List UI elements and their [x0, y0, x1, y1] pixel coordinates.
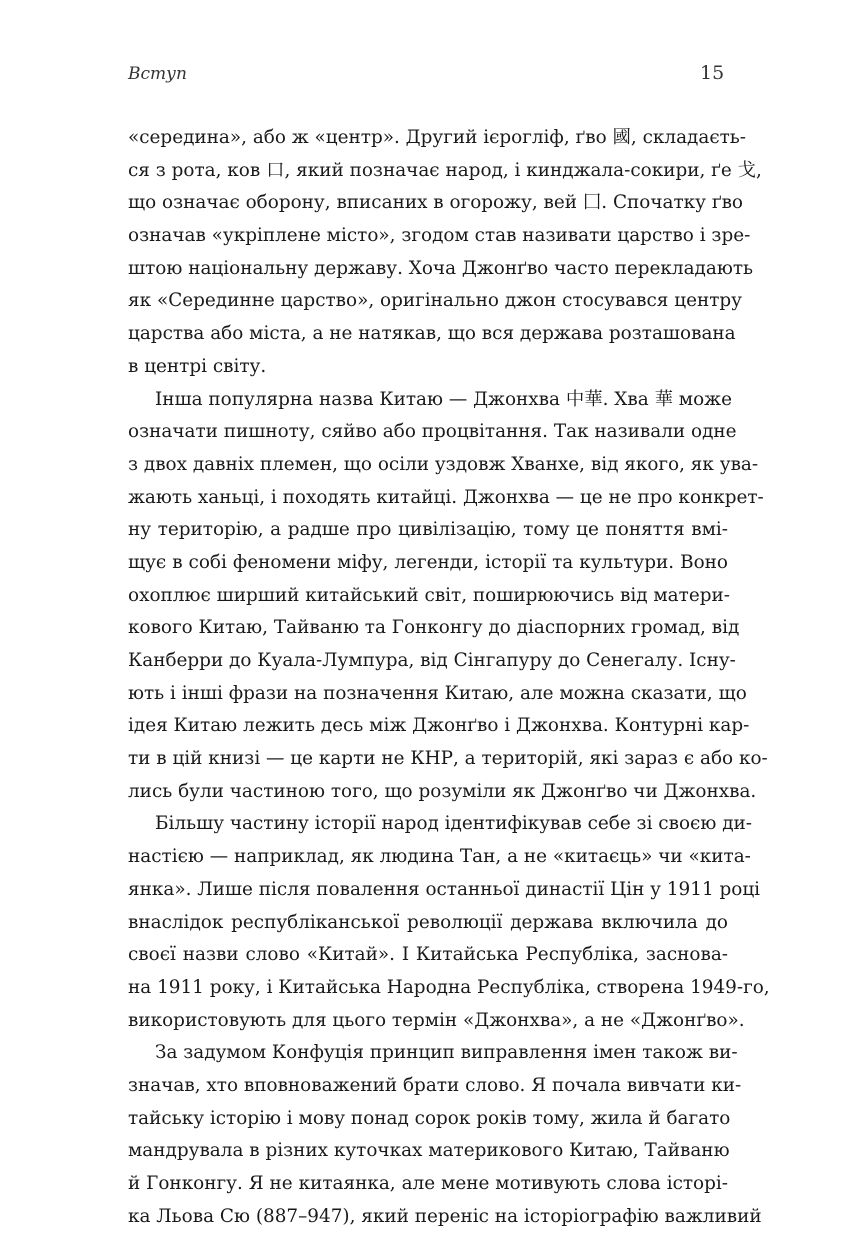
text-line: Більшу частину історії народ ідентифікував себе зі своєю ди- — [155, 813, 752, 835]
paragraph — [128, 122, 762, 384]
text-line: й Гонконгу. Я не китаянка, але мене мотивують слова історі- — [128, 1173, 728, 1194]
text-line: як «Серединне царство», оригінально джон стосувався центру — [128, 290, 742, 312]
text-line: означати пишноту, сяйво або процвітання. Так називали одне — [128, 421, 737, 443]
text-line: з двох давніх племен, що осіли уздовж Хванхе, від якого, як ува- — [128, 453, 759, 475]
text-line: ють і інші фрази на позначення Китаю, але можна сказати, що — [128, 682, 747, 704]
running-head: Вступ — [128, 64, 187, 84]
text-line: Інша популярна назва Китаю — Джонхва 中華. Хва 華 може — [155, 388, 732, 410]
text-line: жають ханьці, і походять китайці. Джонхва — це не про конкрет- — [128, 486, 764, 508]
text-line: «середина», або ж «центр». Другий ієрогліф, ґво 國, складаєть- — [128, 127, 747, 148]
text-line: ну територію, а радше про цивілізацію, тому це поняття вмі- — [128, 519, 728, 541]
paragraph — [128, 1037, 762, 1233]
text-line: тайську історію і мову понад сорок років тому, жила й багато — [128, 1107, 731, 1129]
text-line: янка». Лише після повалення останньої династії Цін у 1911 році — [128, 878, 761, 900]
text-line: ка Льова Сю (887–947), який переніс на історіографію важливий — [128, 1205, 762, 1227]
text-line: Канберри до Куала-Лумпура, від Сінгапуру до Сенегалу. Існу- — [128, 650, 736, 671]
text-line: ідея Китаю лежить десь між Джонґво і Джонхва. Контурні кар- — [128, 715, 750, 737]
text-line: використовують для цього термін «Джонхва», а не «Джонґво». — [128, 1009, 745, 1031]
text-line: лись були частиною того, що розуміли як Джонґво чи Джонхва. — [128, 780, 757, 802]
text-line: ся з рота, ков 口, який позначає народ, і кинджала-сокири, ґе 戈, — [128, 159, 762, 181]
text-line: ти в цій книзі — це карти не КНР, а територій, які зараз є або ко- — [128, 748, 768, 770]
text-line: кового Китаю, Тайваню та Гонконгу до діаспорних громад, від — [128, 617, 740, 639]
text-line: настією — наприклад, як людина Тан, а не «китаєць» чи «кита- — [128, 846, 751, 868]
text-line: означав «укріплене місто», згодом став називати царство і зре- — [128, 225, 751, 247]
paragraph — [128, 808, 770, 1037]
paragraph — [128, 384, 768, 809]
body-text — [128, 122, 770, 1233]
text-line: що означає оборону, вписаних в огорожу, вей 囗. Спочатку ґво — [128, 192, 743, 214]
page-number: 15 — [700, 62, 725, 84]
text-line: внаслідок республіканської революції держава включила до — [128, 911, 728, 933]
text-line: в центрі світу. — [128, 355, 267, 377]
text-line: охоплює ширший китайський світ, поширюючись від матери- — [128, 584, 730, 606]
text-line: на 1911 року, і Китайська Народна Республіка, створена 1949-го, — [128, 976, 770, 998]
text-line: щує в собі феномени міфу, легенди, історії та культури. Воно — [128, 551, 728, 573]
text-line: мандрувала в різних куточках материкового Китаю, Тайваню — [128, 1140, 730, 1162]
text-line: За задумом Конфуція принцип виправлення імен також ви- — [155, 1042, 738, 1064]
text-line: царства або міста, а не натякав, що вся держава розташована — [128, 323, 736, 345]
text-line: значав, хто вповноважений брати слово. Я почала вивчати ки- — [128, 1074, 742, 1096]
text-line: штою національну державу. Хоча Джонґво часто перекладають — [128, 257, 754, 279]
text-line: своєї назви слово «Китай». І Китайська Республіка, заснова- — [128, 944, 728, 966]
